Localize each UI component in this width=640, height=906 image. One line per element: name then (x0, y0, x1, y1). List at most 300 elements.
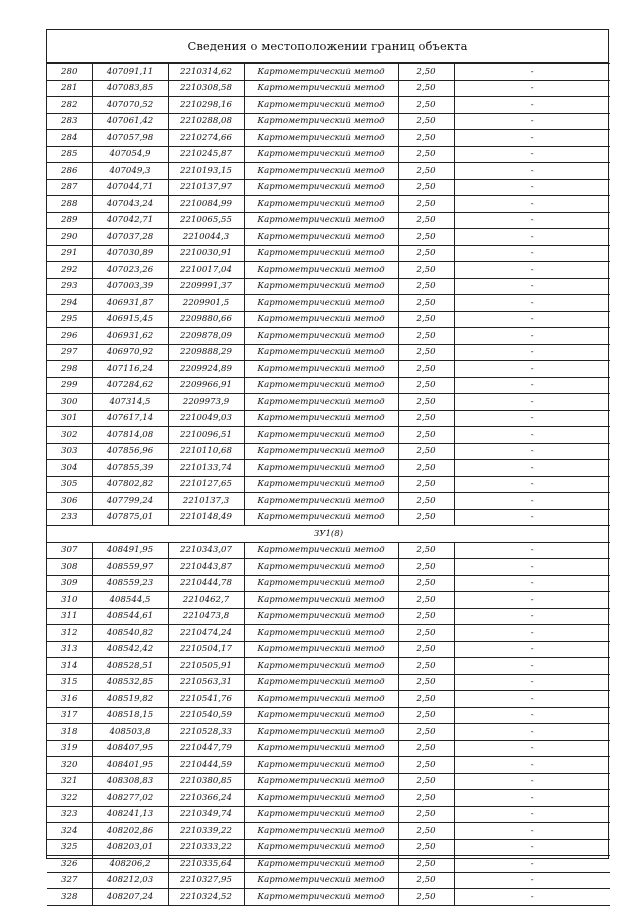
y-coordinate-cell: 2210349,74 (168, 806, 244, 823)
y-coordinate-cell: 2210110,68 (168, 443, 244, 460)
table-row (47, 691, 610, 708)
method-cell: Картометрический метод (244, 146, 398, 163)
y-coordinate-cell: 2210049,03 (168, 410, 244, 427)
sheet-title: Сведения о местоположении границ объекта (47, 30, 608, 63)
note-cell: - (454, 212, 610, 229)
note-cell: - (454, 295, 610, 312)
table-row (47, 889, 610, 906)
accuracy-cell: 2,50 (398, 278, 454, 295)
point-number-cell: 301 (47, 410, 92, 427)
x-coordinate-cell: 408540,82 (92, 625, 168, 642)
table-row (47, 146, 610, 163)
y-coordinate-cell: 2210443,87 (168, 559, 244, 576)
method-cell: Картометрический метод (244, 641, 398, 658)
method-cell: Картометрический метод (244, 295, 398, 312)
x-coordinate-cell: 406931,62 (92, 328, 168, 345)
accuracy-cell: 2,50 (398, 674, 454, 691)
y-coordinate-cell: 2210044,3 (168, 229, 244, 246)
method-cell: Картометрический метод (244, 377, 398, 394)
point-number-cell: 317 (47, 707, 92, 724)
table-row (47, 196, 610, 213)
table-row (47, 113, 610, 130)
table-row (47, 460, 610, 477)
accuracy-cell: 2,50 (398, 163, 454, 180)
point-number-cell: 326 (47, 856, 92, 873)
x-coordinate-cell: 408559,23 (92, 575, 168, 592)
point-number-cell: 315 (47, 674, 92, 691)
table-row (47, 724, 610, 741)
point-number-cell: 289 (47, 212, 92, 229)
method-cell: Картометрический метод (244, 196, 398, 213)
note-cell: - (454, 542, 610, 559)
y-coordinate-cell: 2210127,65 (168, 476, 244, 493)
point-number-cell: 320 (47, 757, 92, 774)
y-coordinate-cell: 2209924,89 (168, 361, 244, 378)
y-coordinate-cell: 2209966,91 (168, 377, 244, 394)
accuracy-cell: 2,50 (398, 790, 454, 807)
x-coordinate-cell: 407037,28 (92, 229, 168, 246)
table-row (47, 806, 610, 823)
note-cell: - (454, 163, 610, 180)
point-number-cell: 296 (47, 328, 92, 345)
x-coordinate-cell: 407061,42 (92, 113, 168, 130)
point-number-cell: 306 (47, 493, 92, 510)
point-number-cell: 297 (47, 344, 92, 361)
note-cell: - (454, 757, 610, 774)
method-cell: Картометрический метод (244, 427, 398, 444)
x-coordinate-cell: 407617,14 (92, 410, 168, 427)
method-cell: Картометрический метод (244, 806, 398, 823)
table-row (47, 575, 610, 592)
note-cell: - (454, 394, 610, 411)
y-coordinate-cell: 2210505,91 (168, 658, 244, 675)
table-row (47, 872, 610, 889)
accuracy-cell: 2,50 (398, 311, 454, 328)
table-row (47, 229, 610, 246)
x-coordinate-cell: 407042,71 (92, 212, 168, 229)
method-cell: Картометрический метод (244, 691, 398, 708)
y-coordinate-cell: 2210274,66 (168, 130, 244, 147)
x-coordinate-cell: 408518,15 (92, 707, 168, 724)
y-coordinate-cell: 2210017,04 (168, 262, 244, 279)
method-cell: Картометрический метод (244, 229, 398, 246)
point-number-cell: 316 (47, 691, 92, 708)
accuracy-cell: 2,50 (398, 691, 454, 708)
point-number-cell: 302 (47, 427, 92, 444)
point-number-cell: 290 (47, 229, 92, 246)
method-cell: Картометрический метод (244, 311, 398, 328)
x-coordinate-cell: 408491,95 (92, 542, 168, 559)
x-coordinate-cell: 408241,13 (92, 806, 168, 823)
x-coordinate-cell: 407814,08 (92, 427, 168, 444)
point-number-cell: 308 (47, 559, 92, 576)
note-cell: - (454, 344, 610, 361)
point-number-cell: 307 (47, 542, 92, 559)
x-coordinate-cell: 407855,39 (92, 460, 168, 477)
note-cell: - (454, 262, 610, 279)
table-row (47, 773, 610, 790)
coordinates-table-body (47, 64, 610, 906)
note-cell: - (454, 889, 610, 906)
method-cell: Картометрический метод (244, 773, 398, 790)
accuracy-cell: 2,50 (398, 575, 454, 592)
method-cell: Картометрический метод (244, 542, 398, 559)
y-coordinate-cell: 2210137,3 (168, 493, 244, 510)
accuracy-cell: 2,50 (398, 377, 454, 394)
y-coordinate-cell: 2210474,24 (168, 625, 244, 642)
y-coordinate-cell: 2210528,33 (168, 724, 244, 741)
point-number-cell: 303 (47, 443, 92, 460)
x-coordinate-cell: 407091,11 (92, 64, 168, 81)
table-row (47, 295, 610, 312)
method-cell: Картометрический метод (244, 64, 398, 81)
point-number-cell: 285 (47, 146, 92, 163)
accuracy-cell: 2,50 (398, 806, 454, 823)
x-coordinate-cell: 407023,26 (92, 262, 168, 279)
accuracy-cell: 2,50 (398, 97, 454, 114)
note-cell: - (454, 179, 610, 196)
accuracy-cell: 2,50 (398, 856, 454, 873)
accuracy-cell: 2,50 (398, 625, 454, 642)
method-cell: Картометрический метод (244, 707, 398, 724)
table-row (47, 641, 610, 658)
section-row (47, 526, 610, 543)
accuracy-cell: 2,50 (398, 196, 454, 213)
y-coordinate-cell: 2210084,99 (168, 196, 244, 213)
note-cell: - (454, 196, 610, 213)
note-cell: - (454, 493, 610, 510)
method-cell: Картометрический метод (244, 493, 398, 510)
point-number-cell: 324 (47, 823, 92, 840)
x-coordinate-cell: 407044,71 (92, 179, 168, 196)
note-cell: - (454, 724, 610, 741)
y-coordinate-cell: 2210447,79 (168, 740, 244, 757)
method-cell: Картометрический метод (244, 592, 398, 609)
y-coordinate-cell: 2210444,78 (168, 575, 244, 592)
x-coordinate-cell: 407057,98 (92, 130, 168, 147)
note-cell: - (454, 790, 610, 807)
x-coordinate-cell: 407314,5 (92, 394, 168, 411)
x-coordinate-cell: 407054,9 (92, 146, 168, 163)
y-coordinate-cell: 2210541,76 (168, 691, 244, 708)
accuracy-cell: 2,50 (398, 889, 454, 906)
x-coordinate-cell: 408203,01 (92, 839, 168, 856)
note-cell: - (454, 806, 610, 823)
table-row (47, 328, 610, 345)
method-cell: Картометрический метод (244, 608, 398, 625)
y-coordinate-cell: 2210333,22 (168, 839, 244, 856)
table-row (47, 394, 610, 411)
note-cell: - (454, 625, 610, 642)
note-cell: - (454, 460, 610, 477)
table-row (47, 130, 610, 147)
y-coordinate-cell: 2210444,59 (168, 757, 244, 774)
y-coordinate-cell: 2210137,97 (168, 179, 244, 196)
y-coordinate-cell: 2210504,17 (168, 641, 244, 658)
accuracy-cell: 2,50 (398, 872, 454, 889)
accuracy-cell: 2,50 (398, 592, 454, 609)
y-coordinate-cell: 2209973,9 (168, 394, 244, 411)
accuracy-cell: 2,50 (398, 212, 454, 229)
x-coordinate-cell: 408206,2 (92, 856, 168, 873)
note-cell: - (454, 856, 610, 873)
x-coordinate-cell: 408544,61 (92, 608, 168, 625)
method-cell: Картометрический метод (244, 476, 398, 493)
note-cell: - (454, 130, 610, 147)
table-row (47, 509, 610, 526)
x-coordinate-cell: 407856,96 (92, 443, 168, 460)
note-cell: - (454, 823, 610, 840)
note-cell: - (454, 328, 610, 345)
method-cell: Картометрический метод (244, 740, 398, 757)
note-cell: - (454, 872, 610, 889)
x-coordinate-cell: 408212,03 (92, 872, 168, 889)
x-coordinate-cell: 407043,24 (92, 196, 168, 213)
method-cell: Картометрический метод (244, 97, 398, 114)
y-coordinate-cell: 2210540,59 (168, 707, 244, 724)
accuracy-cell: 2,50 (398, 245, 454, 262)
table-row (47, 542, 610, 559)
section-label: ЗУ1(8) (47, 526, 610, 543)
table-row (47, 427, 610, 444)
x-coordinate-cell: 407003,39 (92, 278, 168, 295)
method-cell: Картометрический метод (244, 724, 398, 741)
y-coordinate-cell: 2210366,24 (168, 790, 244, 807)
y-coordinate-cell: 2209880,66 (168, 311, 244, 328)
table-row (47, 493, 610, 510)
x-coordinate-cell: 408207,24 (92, 889, 168, 906)
y-coordinate-cell: 2210288,08 (168, 113, 244, 130)
table-row (47, 245, 610, 262)
point-number-cell: 327 (47, 872, 92, 889)
method-cell: Картометрический метод (244, 361, 398, 378)
table-row (47, 278, 610, 295)
y-coordinate-cell: 2210065,55 (168, 212, 244, 229)
table-row (47, 64, 610, 81)
y-coordinate-cell: 2209878,09 (168, 328, 244, 345)
note-cell: - (454, 377, 610, 394)
y-coordinate-cell: 2210462,7 (168, 592, 244, 609)
x-coordinate-cell: 408308,83 (92, 773, 168, 790)
table-row (47, 80, 610, 97)
method-cell: Картометрический метод (244, 872, 398, 889)
accuracy-cell: 2,50 (398, 427, 454, 444)
x-coordinate-cell: 408503,8 (92, 724, 168, 741)
note-cell: - (454, 80, 610, 97)
method-cell: Картометрический метод (244, 113, 398, 130)
note-cell: - (454, 691, 610, 708)
accuracy-cell: 2,50 (398, 113, 454, 130)
x-coordinate-cell: 407049,3 (92, 163, 168, 180)
method-cell: Картометрический метод (244, 460, 398, 477)
x-coordinate-cell: 408407,95 (92, 740, 168, 757)
table-row (47, 311, 610, 328)
accuracy-cell: 2,50 (398, 80, 454, 97)
accuracy-cell: 2,50 (398, 724, 454, 741)
y-coordinate-cell: 2210473,8 (168, 608, 244, 625)
accuracy-cell: 2,50 (398, 344, 454, 361)
point-number-cell: 318 (47, 724, 92, 741)
method-cell: Картометрический метод (244, 790, 398, 807)
accuracy-cell: 2,50 (398, 410, 454, 427)
coordinates-sheet (46, 29, 609, 902)
x-coordinate-cell: 408542,42 (92, 641, 168, 658)
y-coordinate-cell: 2209888,29 (168, 344, 244, 361)
note-cell: - (454, 245, 610, 262)
point-number-cell: 311 (47, 608, 92, 625)
point-number-cell: 287 (47, 179, 92, 196)
accuracy-cell: 2,50 (398, 839, 454, 856)
method-cell: Картометрический метод (244, 278, 398, 295)
y-coordinate-cell: 2210335,64 (168, 856, 244, 873)
method-cell: Картометрический метод (244, 443, 398, 460)
note-cell: - (454, 509, 610, 526)
table-row (47, 97, 610, 114)
point-number-cell: 282 (47, 97, 92, 114)
method-cell: Картометрический метод (244, 658, 398, 675)
method-cell: Картометрический метод (244, 163, 398, 180)
x-coordinate-cell: 406931,87 (92, 295, 168, 312)
method-cell: Картометрический метод (244, 625, 398, 642)
table-row (47, 707, 610, 724)
accuracy-cell: 2,50 (398, 476, 454, 493)
method-cell: Картометрический метод (244, 344, 398, 361)
note-cell: - (454, 559, 610, 576)
note-cell: - (454, 658, 610, 675)
x-coordinate-cell: 408202,86 (92, 823, 168, 840)
table-row (47, 608, 610, 625)
x-coordinate-cell: 407799,24 (92, 493, 168, 510)
accuracy-cell: 2,50 (398, 542, 454, 559)
note-cell: - (454, 427, 610, 444)
y-coordinate-cell: 2209991,37 (168, 278, 244, 295)
accuracy-cell: 2,50 (398, 641, 454, 658)
method-cell: Картометрический метод (244, 757, 398, 774)
note-cell: - (454, 592, 610, 609)
point-number-cell: 322 (47, 790, 92, 807)
table-row (47, 674, 610, 691)
table-row (47, 757, 610, 774)
point-number-cell: 299 (47, 377, 92, 394)
point-number-cell: 313 (47, 641, 92, 658)
method-cell: Картометрический метод (244, 130, 398, 147)
x-coordinate-cell: 407802,82 (92, 476, 168, 493)
table-row (47, 823, 610, 840)
accuracy-cell: 2,50 (398, 328, 454, 345)
table-row (47, 212, 610, 229)
x-coordinate-cell: 407083,85 (92, 80, 168, 97)
point-number-cell: 304 (47, 460, 92, 477)
note-cell: - (454, 113, 610, 130)
accuracy-cell: 2,50 (398, 559, 454, 576)
point-number-cell: 295 (47, 311, 92, 328)
accuracy-cell: 2,50 (398, 707, 454, 724)
y-coordinate-cell: 2210327,95 (168, 872, 244, 889)
point-number-cell: 314 (47, 658, 92, 675)
method-cell: Картометрический метод (244, 410, 398, 427)
x-coordinate-cell: 407030,89 (92, 245, 168, 262)
note-cell: - (454, 608, 610, 625)
method-cell: Картометрический метод (244, 889, 398, 906)
x-coordinate-cell: 406970,92 (92, 344, 168, 361)
method-cell: Картометрический метод (244, 839, 398, 856)
y-coordinate-cell: 2210343,07 (168, 542, 244, 559)
x-coordinate-cell: 408544,5 (92, 592, 168, 609)
accuracy-cell: 2,50 (398, 295, 454, 312)
note-cell: - (454, 410, 610, 427)
point-number-cell: 319 (47, 740, 92, 757)
accuracy-cell: 2,50 (398, 460, 454, 477)
note-cell: - (454, 229, 610, 246)
y-coordinate-cell: 2210133,74 (168, 460, 244, 477)
accuracy-cell: 2,50 (398, 130, 454, 147)
table-row (47, 476, 610, 493)
point-number-cell: 323 (47, 806, 92, 823)
point-number-cell: 310 (47, 592, 92, 609)
table-row (47, 592, 610, 609)
accuracy-cell: 2,50 (398, 493, 454, 510)
table-row (47, 856, 610, 873)
point-number-cell: 305 (47, 476, 92, 493)
accuracy-cell: 2,50 (398, 179, 454, 196)
x-coordinate-cell: 408532,85 (92, 674, 168, 691)
y-coordinate-cell: 2210193,15 (168, 163, 244, 180)
point-number-cell: 300 (47, 394, 92, 411)
point-number-cell: 286 (47, 163, 92, 180)
point-number-cell: 328 (47, 889, 92, 906)
table-row (47, 559, 610, 576)
method-cell: Картометрический метод (244, 856, 398, 873)
method-cell: Картометрический метод (244, 559, 398, 576)
note-cell: - (454, 575, 610, 592)
table-row (47, 179, 610, 196)
method-cell: Картометрический метод (244, 394, 398, 411)
x-coordinate-cell: 408519,82 (92, 691, 168, 708)
accuracy-cell: 2,50 (398, 64, 454, 81)
point-number-cell: 298 (47, 361, 92, 378)
x-coordinate-cell: 408277,02 (92, 790, 168, 807)
point-number-cell: 291 (47, 245, 92, 262)
y-coordinate-cell: 2210563,31 (168, 674, 244, 691)
point-number-cell: 288 (47, 196, 92, 213)
point-number-cell: 325 (47, 839, 92, 856)
y-coordinate-cell: 2210245,87 (168, 146, 244, 163)
note-cell: - (454, 773, 610, 790)
y-coordinate-cell: 2210148,49 (168, 509, 244, 526)
method-cell: Картометрический метод (244, 212, 398, 229)
y-coordinate-cell: 2210324,52 (168, 889, 244, 906)
point-number-cell: 294 (47, 295, 92, 312)
note-cell: - (454, 839, 610, 856)
point-number-cell: 280 (47, 64, 92, 81)
note-cell: - (454, 641, 610, 658)
table-row (47, 361, 610, 378)
accuracy-cell: 2,50 (398, 262, 454, 279)
x-coordinate-cell: 408559,97 (92, 559, 168, 576)
accuracy-cell: 2,50 (398, 608, 454, 625)
y-coordinate-cell: 2210096,51 (168, 427, 244, 444)
point-number-cell: 281 (47, 80, 92, 97)
y-coordinate-cell: 2210339,22 (168, 823, 244, 840)
x-coordinate-cell: 408528,51 (92, 658, 168, 675)
note-cell: - (454, 674, 610, 691)
note-cell: - (454, 740, 610, 757)
x-coordinate-cell: 406915,45 (92, 311, 168, 328)
point-number-cell: 321 (47, 773, 92, 790)
point-number-cell: 284 (47, 130, 92, 147)
accuracy-cell: 2,50 (398, 509, 454, 526)
accuracy-cell: 2,50 (398, 773, 454, 790)
